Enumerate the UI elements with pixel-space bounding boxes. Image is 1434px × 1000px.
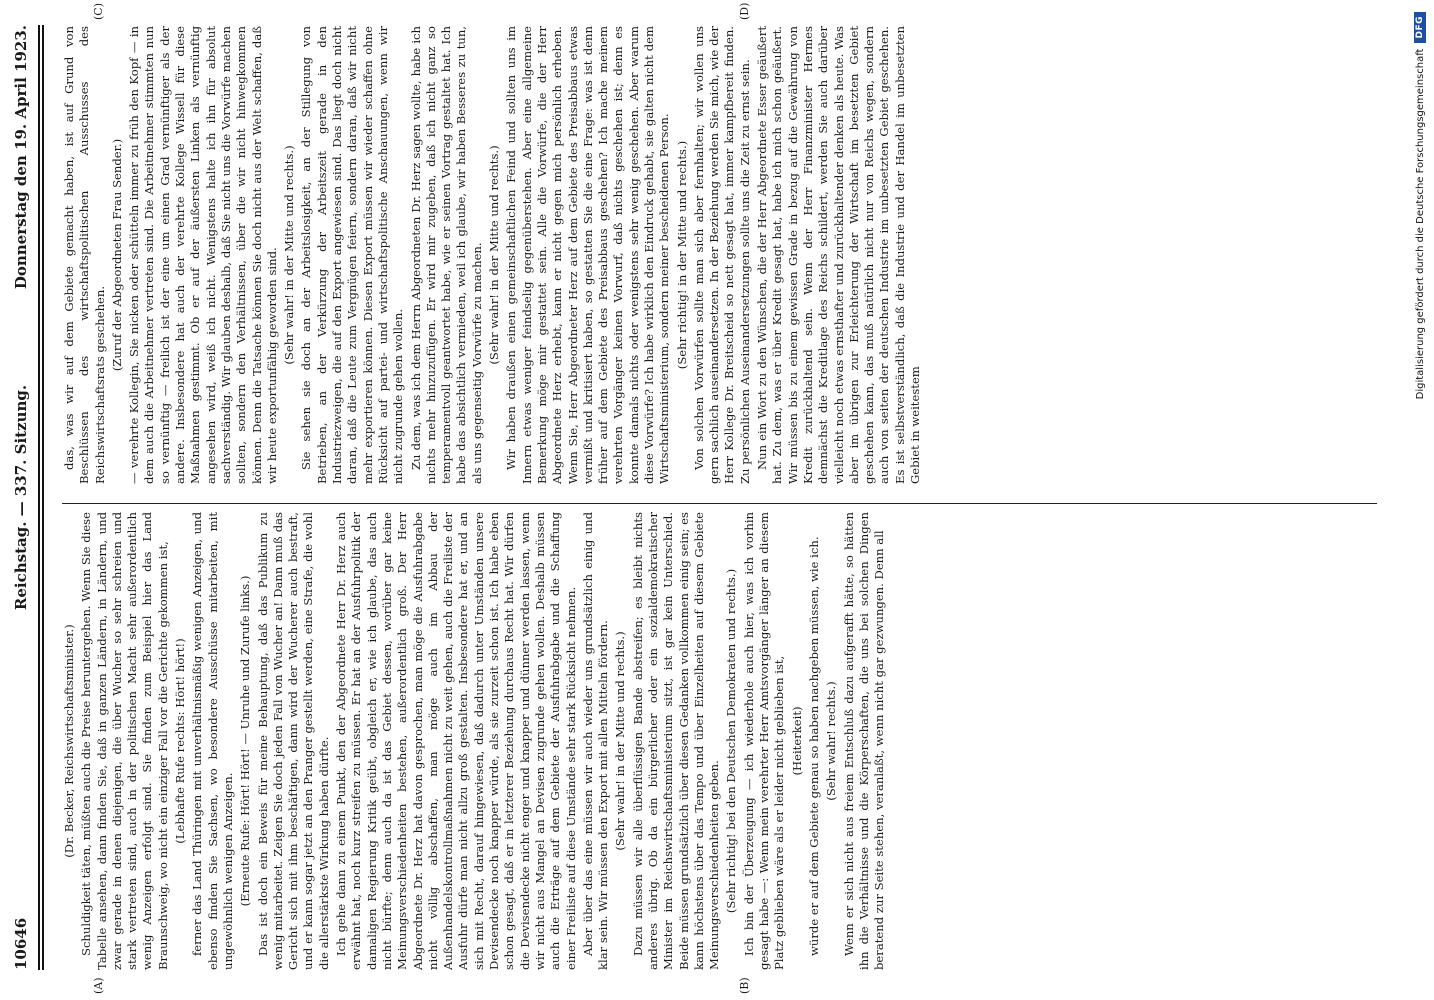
paragraph: Sie sehen sie doch an der Arbeitslosigkeit, an der Stillegung von Betrieben, an der Verkürzung der Arbeitszeit gerade in den Industriezweigen, die auf den Export angewiesen sind. Das liegt doch nicht daran, daß die Leute zum Vergnügen feiern, sondern daran, daß wir nicht mehr exportieren können. Diesen Export müssen wir wieder schaffen ohne Rücksicht auf partei- und wirtschaftspolitische Anschauungen, wenn wir nicht zugrunde gehen wollen. [299, 26, 406, 484]
paragraph: Dazu müssen wir alle überflüssigen Bande abstreifen; es bleibt nichts anderes übrig. Ob da ein bürgerlicher oder ein sozialdemokratischer Minister im Reichswirtschaftsministerium sitzt, ist gar kein Unterschied. Beide müssen grundsätzlich über diesen Gedanken vollkommen einig sein; es kann höchstens über das Tempo und über Einzelheiten auf diesem Gebiete Meinungsverschiedenheiten geben. [630, 512, 722, 970]
paragraph: (Sehr wahr! in der Mitte und rechts.) [282, 145, 297, 365]
paragraph: Das ist doch ein Beweis für meine Behauptung, daß das Publikum zu wenig mitarbeitet. Zeigen Sie doch jeden Fall von Wucher an! Dann muß das Gericht sich mit ihm beschäftigen, dann wird der Wucherer auch bestraft, und er kann sogar jetzt an den Pranger gestellt werden, eine Strafe, die wohl die allerstärkste Wirkung haben dürfte. [255, 512, 331, 970]
paragraph: — verehrte Kollegin, Sie nicken oder schütteln immer zu früh den Kopf — in dem auch die Arbeitnehmer vertreten sind. Die Arbeitnehmer stimmten nun so vernünftig — freilich ist der eine um einen Grad vernünftiger als der andere. Insbesondere hat auch der verehrte Kollege Wissell für diese Maßnahmen gestimmt. Ob er auf der äußersten Linken als vernünftig angesehen wird, weiß ich nicht. Wenigstens halte ich ihn für absolut sachverständig. Wir glauben deshalb, daß Sie nicht uns die Vorwürfe machen sollten, sondern den Verhältnissen, über die wir nicht hinwegkommen können. Denn die Tatsache können Sie doch nicht aus der Welt schaffen, daß wir heute exportunfähig geworden sind. [127, 26, 279, 484]
paragraph: (Sehr richtig! bei den Deutschen Demokraten und rechts.) [724, 568, 739, 914]
session-title: Reichstag. — 337. Sitzung. [12, 384, 30, 611]
page-number: 10646 [12, 917, 30, 970]
paragraph: Ich bin der Überzeugung — ich wiederhole auch hier, was ich vorhin gesagt habe —: Wenn mein verehrter Herr Amtsvorgänger länger an diesem Platz geblieben wäre als er leider nicht geblieben ist, [741, 512, 787, 970]
paragraph: (Lebhafte Rufe rechts: Hört! hört!) [173, 638, 188, 844]
session-date: Donnerstag den 19. April 1923. [12, 25, 30, 290]
paragraph: Wir haben draußen einen gemeinschaftlichen Feind und sollten uns im Innern etwas weniger feindselig gegenüberstehen. Aber eine allgemeine Bemerkung möge mir gestattet sein. Alle die Vorwürfe, die der Herr Abgeordnete Herz erhebt, kann er nicht gegen mich persönlich erheben. Wenn Sie, Herr Abgeordneter Herz auf dem Gebiete des Preisabbaus etwas vermißt und kritisiert haben, so gestatten Sie die eine Frage: was ist denn früher auf dem Gebiete des Preisabbaus geschehen? Ich mache meinem verehrten Vorgänger keinen Vorwurf, daß nichts geschehen ist; denn es konnte damals nichts oder wenigstens sehr wenig geschehen. Aber warum diese Vorwürfe? Ich habe wirklich den Eindruck gehabt, sie galten nicht dem Wirtschaftsministerium, sondern meiner bescheidenen Person. [504, 26, 672, 484]
margin-marker-d: (D) [738, 2, 751, 20]
header-rule-bottom [42, 25, 44, 970]
text-column-left [62, 512, 1382, 970]
paragraph: (Sehr wahr! rechts.) [824, 681, 839, 801]
paragraph: (Zuruf der Abgeordneten Frau Sender.) [109, 138, 124, 372]
digitization-credit-text: Digitalisierung gefördert durch die Deutsche Forschungsgemeinschaft [1414, 48, 1426, 400]
dfg-logo: DFG [1414, 12, 1426, 43]
paragraph: (Dr. Becker, Reichswirtschaftsminister.) [62, 624, 76, 858]
margin-marker-b: (B) [738, 977, 751, 994]
paragraph: Von solchen Vorwürfen sollte man sich aber fernhalten; wir wollen uns gern sachlich auseinandersetzen. In der Beziehung werden Sie mich, wie der Herr Kollege Dr. Breitscheid so nett gesagt hat, immer kampfbereit finden. Zu persönlichen Auseinandersetzungen sollte uns die Zeit zu ernst sein. [691, 26, 752, 484]
header-rule-top [38, 25, 40, 970]
digitization-credit-strip [1406, 0, 1434, 1000]
paragraph: (Heiterkeit) [789, 706, 804, 776]
column-divider [62, 503, 1377, 504]
page-header [6, 25, 36, 970]
paragraph: würde er auf dem Gebiete genau so haben nachgeben müssen, wie ich. [806, 536, 821, 956]
paragraph: Aber über das eine müssen wir auch wieder uns grundsätzlich einig und klar sein. Wir müssen den Export mit allen Mitteln fördern. [580, 512, 611, 970]
margin-marker-a: (A) [92, 977, 105, 994]
paragraph: (Sehr richtig! in der Mitte und rechts.) [674, 140, 689, 370]
text-column-right [62, 26, 1382, 484]
paragraph: Zu dem, was ich dem Herrn Abgeordneten Dr. Herz sagen wollte, habe ich nichts mehr hinzuzufügen. Er wird mir zugeben, daß ich nicht ganz so temperamentvoll geantwortet habe, wie er seinen Vortrag gestaltet hat. Ich habe das absichtlich vermieden, weil ich glaube, wir haben Besseres zu tun, als uns gegenseitig Vorwürfe zu machen. [408, 26, 484, 484]
paragraph: (Sehr wahr! in der Mitte und rechts.) [487, 145, 502, 365]
paragraph: Nun ein Wort zu den Wünschen, die der Herr Abgeordnete Esser geäußert hat. Zu dem, was er über Kredit gesagt hat, habe ich mich schon geäußert. Wir müssen bis zu einem gewissen Grade in bezug auf die Gewährung von Kredit zurückhaltend sein. Wenn der Herr Finanzminister Hermes demnächst die Kreditlage des Reichs schildert, werden Sie auch darüber vielleicht noch etwas ernsthafter und zurückhaltender denken als heute. Was aber im übrigen zur Erleichterung der Wirtschaft im besetzten Gebiet geschehen kann, das muß natürlich nicht nur von Reichs wegen, sondern auch von seiten der deutschen Industrie im unbesetzten Gebiet geschehen. Es ist selbstverständlich, daß die Industrie und der Handel im unbesetzten Gebiet in weitestem [755, 26, 923, 484]
paragraph: Wenn er sich nicht aus freiem Entschluß dazu aufgerafft hätte, so hätten ihn die Verhältnisse und die Körperschaften, die uns bei solchen Dingen beratend zur Seite stehen, veranlaßt, wenn nicht gar gezwungen. Denn all [841, 512, 887, 970]
paragraph: ferner das Land Thüringen mit unverhältnismäßig wenigen Anzeigen, und ebenso finden Sie Sachsen, wo besondere Ausschüsse mitarbeiten, mit ungewöhnlich wenigen Anzeigen. [190, 512, 235, 970]
paragraph: Ich gehe dann zu einem Punkt, den der Abgeordnete Herr Dr. Herz auch erwähnt hat, noch kurz streifen zu müssen. Er hat an der Ausfuhrpolitik der damaligen Regierung Kritik geübt, obgleich er, wie ich glaube, das auch nicht bürfte; denn auch da ist das Gebiet dessen, worüber gar keine Meinungsverschiedenheiten bestehen, außerordentlich groß. Der Herr Abgeordnete Dr. Herz hat davon gesprochen, man möge die Ausfuhrabgabe nicht völlig abschaffen, man möge auch im Abbau der Außenhandelskontrollmaßnahmen nicht zu weit gehen, auch die Freiliste der Ausfuhr dürfe man nicht allzu groß gestalten. Insbesondere hat er, und an sich mit Recht, darauf hingewiesen, daß dadurch unter Umständen unsere Devisendecke noch knapper würde, als sie zurzeit schon ist. Ich habe eben schon gesagt, daß er in letzterer Beziehung durchaus Recht hat. Wir dürfen die Devisendecke nicht enger und knapper und dünner werden lassen, wenn wir nicht aus Mangel an Devisen zugrunde gehen wollen. Deshalb müssen auch die Erträge auf dem Gebiete der Ausfuhrabgabe und die Schaffung einer Freiliste auf diese Umstände sehr stark Rücksicht nehmen. [334, 512, 578, 970]
paragraph: (Sehr wahr! in der Mitte und rechts.) [613, 631, 628, 851]
margin-marker-c: (C) [92, 3, 105, 20]
paragraph: das, was wir auf dem Gebiete gemacht haben, ist auf Grund von Beschlüssen des wirtschaftspolitischen Ausschusses des Reichswirtschaftsrats geschehen. [62, 26, 107, 484]
paragraph: (Erneute Rufe: Hört! Hört! — Unruhe und Zurufe links.) [238, 575, 253, 907]
paragraph: Schuldigkeit täten, müßten auch die Preise heruntergehen. Wenn Sie diese Tabelle ansehen, dann finden Sie, daß in ganzen Ländern, in Ländern, und zwar gerade in denen diejenigen, die über Wucher so sehr schreien und stark vertreten sind, auch in der politischen Macht sehr außerordentlich wenig Anzeigen erfolgt sind. Sie finden zum Beispiel hier das Land Braunschweig, wo nicht ein einziger Fall vor die Gerichte gekommen ist, [79, 512, 170, 970]
